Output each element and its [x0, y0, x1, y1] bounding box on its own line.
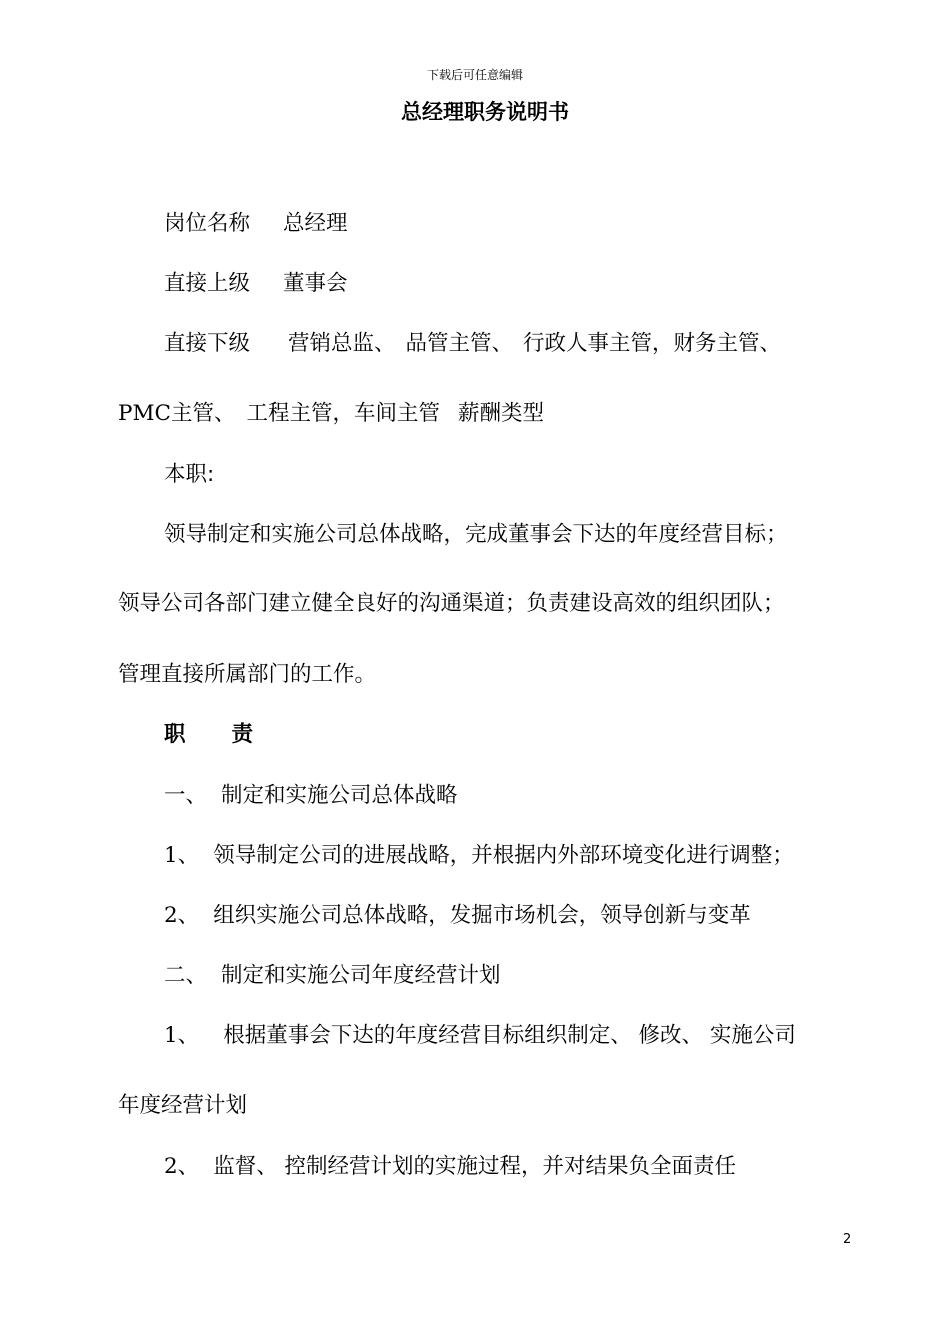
- item-number: 1、: [164, 843, 200, 868]
- item-text: 根据董事会下达的年度经营目标组织制定、 修改、 实施公司: [223, 1023, 796, 1048]
- subordinate-item: 主管、: [170, 401, 236, 426]
- section-marker: 二、: [164, 963, 208, 988]
- list-item: [164, 1018, 796, 1049]
- responsibilities-heading: [164, 717, 253, 748]
- duty-summary-label: 本职:: [164, 462, 215, 487]
- subordinate-item: 营销总监、: [288, 331, 396, 356]
- field-superior-value: 董事会: [283, 271, 348, 296]
- document-title: 总经理职务说明书: [401, 100, 569, 124]
- field-position: [164, 206, 348, 237]
- item-text-continued: 年度经营计划: [118, 1093, 248, 1118]
- section-title: 制定和实施公司年度经营计划: [221, 963, 501, 988]
- field-subordinates-label: 直接下级: [164, 331, 251, 356]
- field-position-label: 岗位名称: [164, 211, 251, 236]
- heading-char: 责: [231, 722, 254, 747]
- item-number: 2、: [164, 1154, 200, 1179]
- field-superior-label: 直接上级: [164, 271, 251, 296]
- duty-summary-line: 领导公司各部门建立健全良好的沟通渠道；负责建设高效的组织团队；: [118, 591, 785, 616]
- item-text: 组织实施公司总体战略，发掘市场机会，领导创新与变革: [213, 903, 751, 928]
- subordinate-item: 品管主管、: [405, 331, 514, 356]
- header-note: 下载后可任意编辑: [426, 68, 523, 82]
- subordinate-item: 行政人事主管，财务主管、: [523, 331, 782, 356]
- heading-char: 职: [164, 722, 186, 747]
- list-item: [164, 838, 794, 869]
- duty-summary-line: 领导制定和实施公司总体战略，完成董事会下达的年度经营目标；: [164, 522, 788, 547]
- list-item: [164, 1149, 736, 1180]
- item-number: 1、: [164, 1023, 200, 1048]
- section-title: 制定和实施公司总体战略: [221, 783, 458, 808]
- salary-type-label: 薪酬类型: [457, 401, 544, 426]
- item-text: 监督、 控制经营计划的实施过程，并对结果负全面责任: [213, 1154, 737, 1179]
- page-number: 2: [843, 1232, 852, 1247]
- item-number: 2、: [164, 903, 200, 928]
- subordinate-item: 工程主管，车间主管: [246, 401, 440, 426]
- subordinate-item-pmc: PMC: [118, 401, 171, 426]
- duty-summary-line: 管理直接所属部门的工作。: [118, 662, 377, 687]
- section-heading: [164, 778, 458, 809]
- field-superior: [164, 266, 348, 297]
- list-item: [164, 898, 751, 929]
- field-position-value: 总经理: [283, 211, 348, 236]
- item-text: 领导制定公司的进展战略，并根据内外部环境变化进行调整；: [213, 843, 794, 868]
- field-subordinates-continued: [118, 396, 544, 427]
- section-marker: 一、: [164, 783, 208, 808]
- section-heading: [164, 958, 501, 989]
- field-subordinates: [164, 326, 781, 357]
